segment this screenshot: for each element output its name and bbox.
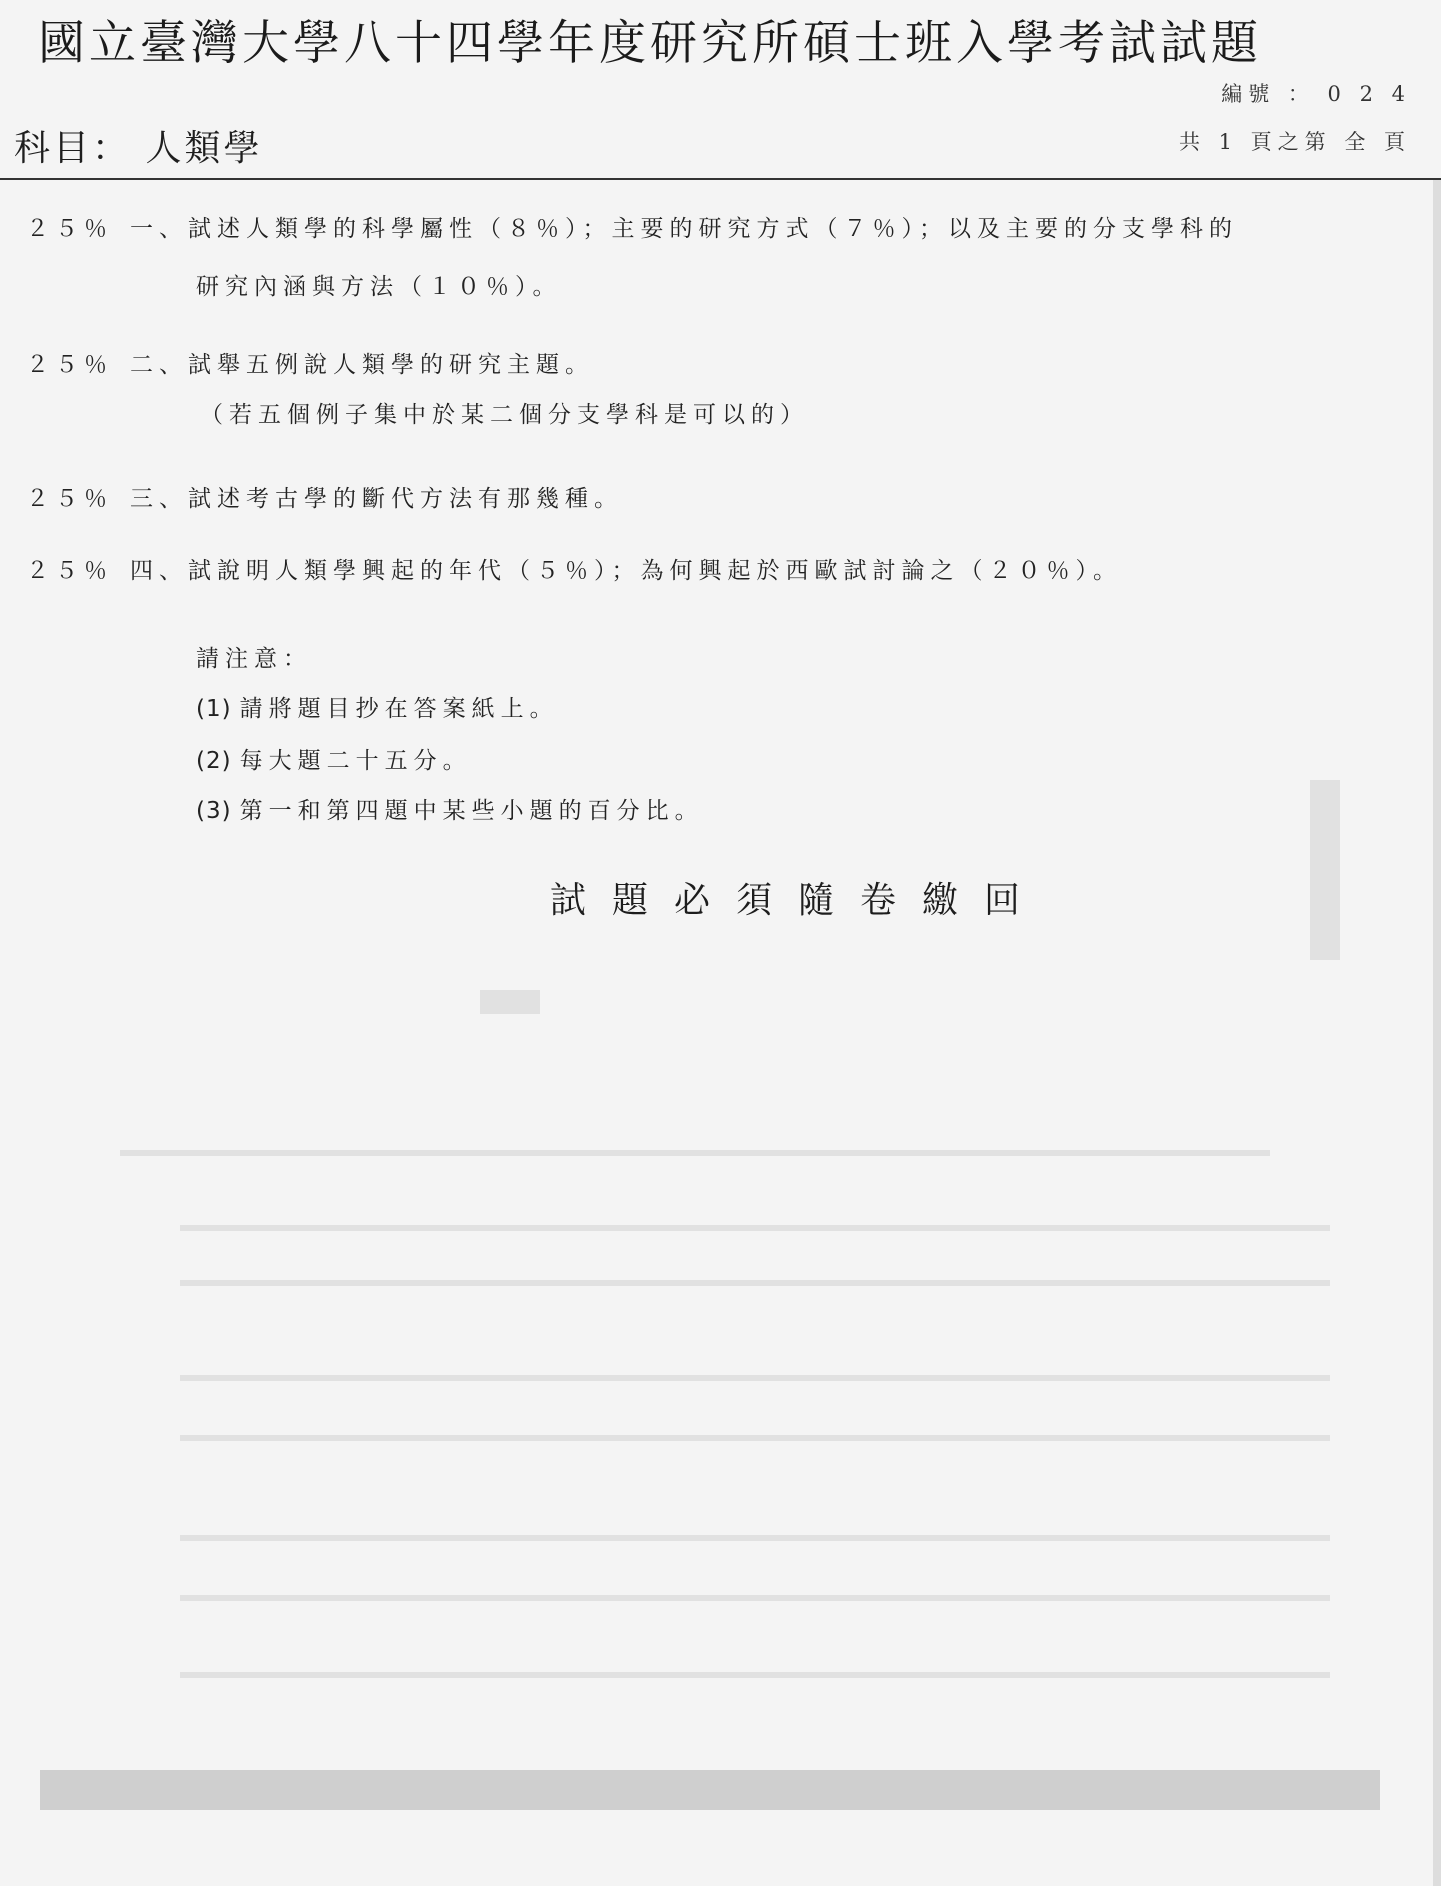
question-text: 試述人類學的科學屬性（８％）；主要的研究方式（７％）；以及主要的分支學科的 — [188, 216, 1238, 242]
question-4 — [26, 552, 1122, 585]
question-1 — [26, 210, 1238, 243]
question-weight: ２５％ — [26, 352, 113, 378]
note-number: (1) — [196, 696, 232, 722]
note-item — [196, 690, 559, 723]
exam-title: 國立臺灣大學八十四學年度研究所碩士班入學考試試題 — [38, 16, 1262, 71]
bleed-through-mark — [180, 1672, 1330, 1678]
note-number: (2) — [196, 748, 232, 774]
bleed-through-mark — [180, 1280, 1330, 1286]
return-notice-stamp: 試題必須隨卷繳回 — [550, 880, 1047, 921]
note-number: (3) — [196, 798, 232, 824]
note-item — [196, 742, 472, 775]
bleed-through-mark — [180, 1225, 1330, 1231]
bleed-through-mark — [180, 1595, 1330, 1601]
page-edge — [1433, 180, 1441, 1886]
question-text-continued: 研究內涵與方法（１０％）。 — [196, 274, 562, 300]
question-text-continued: （若五個例子集中於某二個分支學科是可以的） — [200, 402, 809, 428]
question-2 — [26, 346, 594, 379]
question-number: 四、 — [130, 558, 188, 584]
question-weight: ２５％ — [26, 558, 113, 584]
notes-title: 請注意： — [196, 646, 312, 672]
bleed-through-mark — [480, 990, 540, 1014]
question-number: 二、 — [130, 352, 188, 378]
header-divider — [0, 178, 1441, 180]
question-number: 三、 — [130, 486, 188, 512]
note-item — [196, 792, 704, 825]
question-text: 試舉五例說人類學的研究主題。 — [188, 352, 594, 378]
note-text: 第一和第四題中某些小題的百分比。 — [239, 798, 704, 824]
bleed-through-mark — [180, 1435, 1330, 1441]
question-weight: ２５％ — [26, 216, 113, 242]
question-number: 一、 — [130, 216, 188, 242]
exam-serial-number: 編號 ： 0 2 4 — [1221, 82, 1411, 106]
bleed-through-mark — [180, 1535, 1330, 1541]
page-count: 共 1 頁之第 全 頁 — [1178, 130, 1411, 154]
bleed-through-mark — [40, 1770, 1380, 1810]
note-text: 請將題目抄在答案紙上。 — [239, 696, 559, 722]
question-weight: ２５％ — [26, 486, 113, 512]
question-3 — [26, 480, 623, 513]
question-text: 試述考古學的斷代方法有那幾種。 — [188, 486, 623, 512]
bleed-through-mark — [1310, 780, 1340, 960]
note-text: 每大題二十五分。 — [239, 748, 472, 774]
bleed-through-mark — [180, 1375, 1330, 1381]
exam-subject: 科目： 人類學 — [14, 128, 263, 169]
bleed-through-mark — [120, 1150, 1270, 1156]
question-text: 試說明人類學興起的年代（５％）；為何興起於西歐試討論之（２０％）。 — [188, 558, 1122, 584]
